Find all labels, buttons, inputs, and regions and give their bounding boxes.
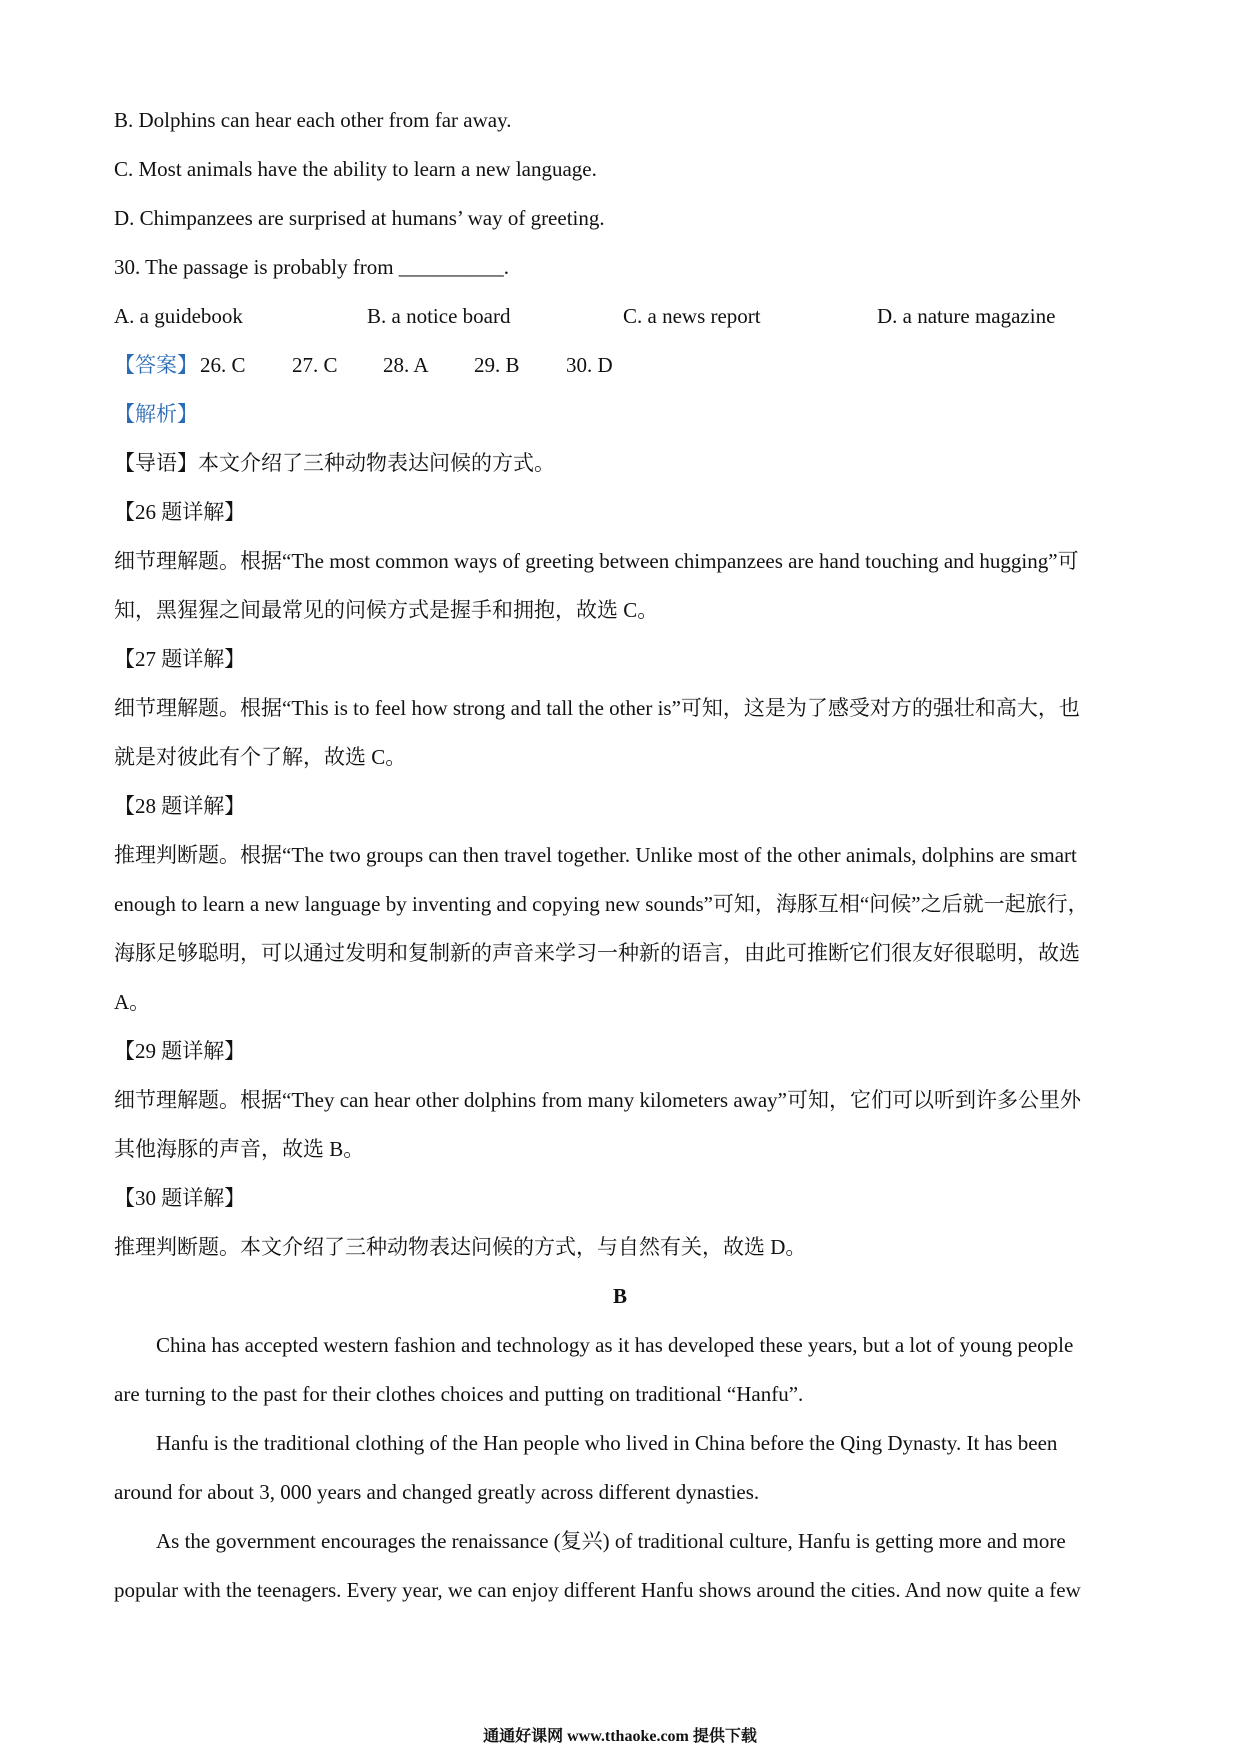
answer-30: 30. D: [566, 353, 613, 377]
section-b-p1-line-1: China has accepted western fashion and technology as it has developed these years, but a lot of young people: [156, 1333, 1074, 1357]
q30-option-b: B. a notice board: [367, 304, 511, 328]
section-b-p2-line-1: Hanfu is the traditional clothing of the Han people who lived in China before the Qing Dynasty. It has been: [156, 1431, 1058, 1455]
detail-29-line-2: 其他海豚的声音，故选 B。: [114, 1137, 365, 1161]
detail-29-heading: 【29 题详解】: [114, 1039, 246, 1063]
detail-26-line-2: 知，黑猩猩之间最常见的问候方式是握手和拥抱，故选 C。: [114, 598, 659, 622]
option-b-prev: B. Dolphins can hear each other from far away.: [114, 108, 512, 132]
detail-28-line-4: A。: [114, 990, 151, 1014]
detail-28-heading: 【28 题详解】: [114, 794, 246, 818]
detail-27-heading: 【27 题详解】: [114, 647, 246, 671]
question-30-stem: 30. The passage is probably from __________.: [114, 255, 510, 279]
answer-label: 【答案】: [114, 353, 198, 377]
detail-28-line-3: 海豚足够聪明，可以通过发明和复制新的声音来学习一种新的语言，由此可推断它们很友好很聪明，故选: [114, 941, 1080, 965]
option-c-prev: C. Most animals have the ability to learn a new language.: [114, 157, 597, 181]
intro-text: 【导语】本文介绍了三种动物表达问候的方式。: [114, 451, 555, 475]
detail-27-line-2: 就是对彼此有个了解，故选 C。: [114, 745, 407, 769]
q30-option-a: A. a guidebook: [114, 304, 243, 328]
section-b-title: B: [612, 1284, 627, 1308]
analysis-label: 【解析】: [114, 402, 198, 426]
detail-30-heading: 【30 题详解】: [114, 1186, 246, 1210]
section-b-p2-line-2: around for about 3, 000 years and changed greatly across different dynasties.: [114, 1480, 760, 1504]
answer-26: 26. C: [200, 353, 246, 377]
answer-29: 29. B: [474, 353, 520, 377]
detail-26-heading: 【26 题详解】: [114, 500, 246, 524]
q30-option-d: D. a nature magazine: [877, 304, 1056, 328]
section-b-p3-line-2: popular with the teenagers. Every year, we can enjoy different Hanfu shows around the cities. And now quite a few: [114, 1578, 1081, 1602]
answer-28: 28. A: [383, 353, 429, 377]
detail-29-line-1: 细节理解题。根据“They can hear other dolphins from many kilometers away”可知，它们可以听到许多公里外: [114, 1088, 1081, 1112]
detail-26-line-1: 细节理解题。根据“The most common ways of greeting between chimpanzees are hand touching and hugging”可: [114, 549, 1079, 573]
detail-28-line-1: 推理判断题。根据“The two groups can then travel together. Unlike most of the other animals, dolphins are smart: [114, 843, 1077, 867]
detail-30-line-1: 推理判断题。本文介绍了三种动物表达问候的方式，与自然有关，故选 D。: [114, 1235, 807, 1259]
detail-27-line-1: 细节理解题。根据“This is to feel how strong and tall the other is”可知，这是为了感受对方的强壮和高大，也: [114, 696, 1080, 720]
q30-option-c: C. a news report: [623, 304, 761, 328]
option-d-prev: D. Chimpanzees are surprised at humans’ way of greeting.: [114, 206, 605, 230]
section-b-p3-line-1: As the government encourages the renaissance (复兴) of traditional culture, Hanfu is getting more and more: [156, 1529, 1066, 1553]
detail-28-line-2: enough to learn a new language by inventing and copying new sounds”可知，海豚互相“问候”之后就一起旅行，: [114, 892, 1089, 916]
page-footer: 通通好课网 www.tthaoke.com 提供下载: [483, 1728, 757, 1745]
section-b-p1-line-2: are turning to the past for their clothes choices and putting on traditional “Hanfu”.: [114, 1382, 804, 1406]
answer-27: 27. C: [292, 353, 338, 377]
